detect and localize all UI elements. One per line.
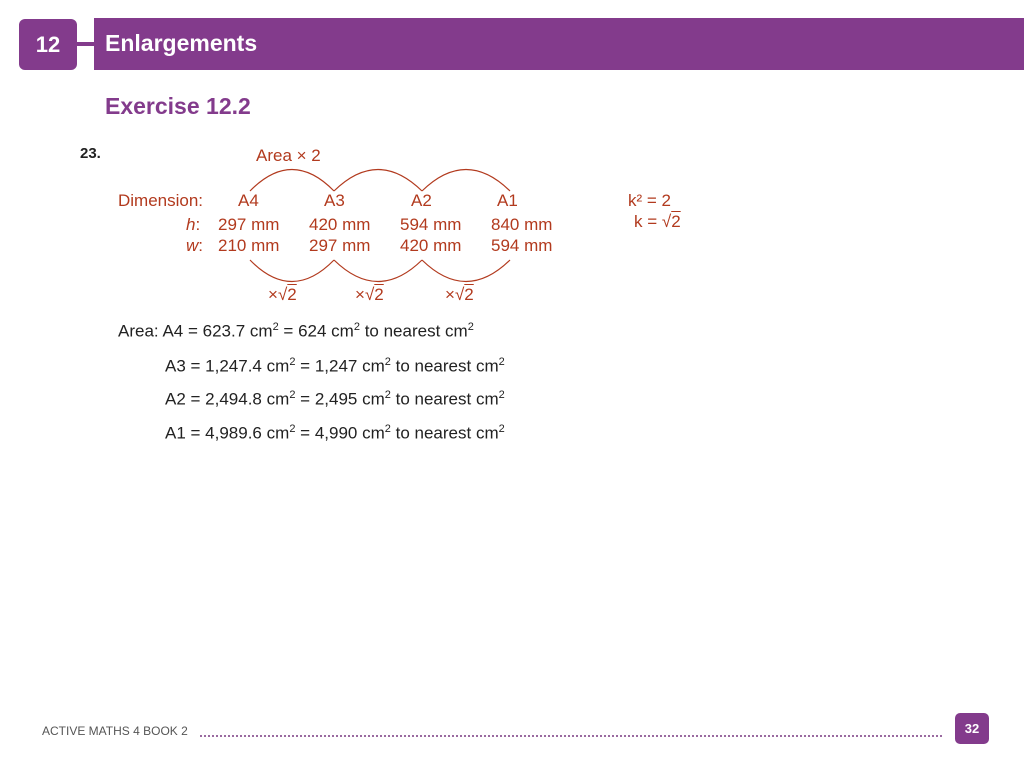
area-line-a3: A3 = 1,247.4 $cm^2 = 1,247$ $cm^2$ to nearest $cm^2$ xyxy=(165,356,505,376)
k-value-equation: k = √2 xyxy=(634,212,681,231)
bottom-arc-3 xyxy=(422,260,510,282)
size-label-a3: A3 xyxy=(324,191,345,210)
area-line-a2: A2 = 2,494.8 $cm^2 = 2,495$ $cm^2$ to nearest $cm^2$ xyxy=(165,389,505,409)
scale-factor-1: ×√2 xyxy=(268,285,297,304)
bottom-arc-1 xyxy=(250,260,334,282)
height-a4: 297 mm xyxy=(218,215,280,234)
width-a1: 594 mm xyxy=(491,236,553,255)
width-label: w: xyxy=(186,236,204,255)
k-squared-equation: k² = 2 xyxy=(628,191,671,210)
width-a3: 297 mm xyxy=(309,236,371,255)
size-label-a1: A1 xyxy=(497,191,518,210)
scale-factor-3: ×√2 xyxy=(445,285,474,304)
area-line-a1: A1 = 4,989.6 $cm^2 = 4,990$ $cm^2$ to nearest $cm^2$ xyxy=(165,423,505,443)
size-label-a4: A4 xyxy=(238,191,259,210)
top-arc-1 xyxy=(250,170,334,192)
area-factor-label: Area × 2 xyxy=(256,146,321,165)
height-label: h: xyxy=(186,215,201,234)
exercise-title: Exercise 12.2 xyxy=(105,93,251,119)
width-a2: 420 mm xyxy=(400,236,462,255)
chapter-number-badge: 12 xyxy=(19,19,77,70)
size-label-a2: A2 xyxy=(411,191,432,210)
question-number: 23. xyxy=(80,145,101,162)
page-number-badge: 32 xyxy=(955,713,989,744)
chapter-title: Enlargements xyxy=(105,30,258,56)
bottom-arc-2 xyxy=(334,260,422,282)
footer-dotted-rule xyxy=(200,735,942,737)
scale-factor-2: ×√2 xyxy=(355,285,384,304)
footer-book-title: ACTIVE MATHS 4 BOOK 2 xyxy=(42,724,188,738)
top-arc-3 xyxy=(422,170,510,192)
width-a4: 210 mm xyxy=(218,236,280,255)
area-line-a4: Area: A4 = 623.7 $cm^2 = 624$ $cm^2$ to nearest $cm^2$ xyxy=(118,321,474,341)
height-a2: 594 mm xyxy=(400,215,462,234)
dimension-label: Dimension: xyxy=(118,191,204,210)
height-a1: 840 mm xyxy=(491,215,553,234)
height-a3: 420 mm xyxy=(309,215,371,234)
top-arc-2 xyxy=(334,170,422,192)
